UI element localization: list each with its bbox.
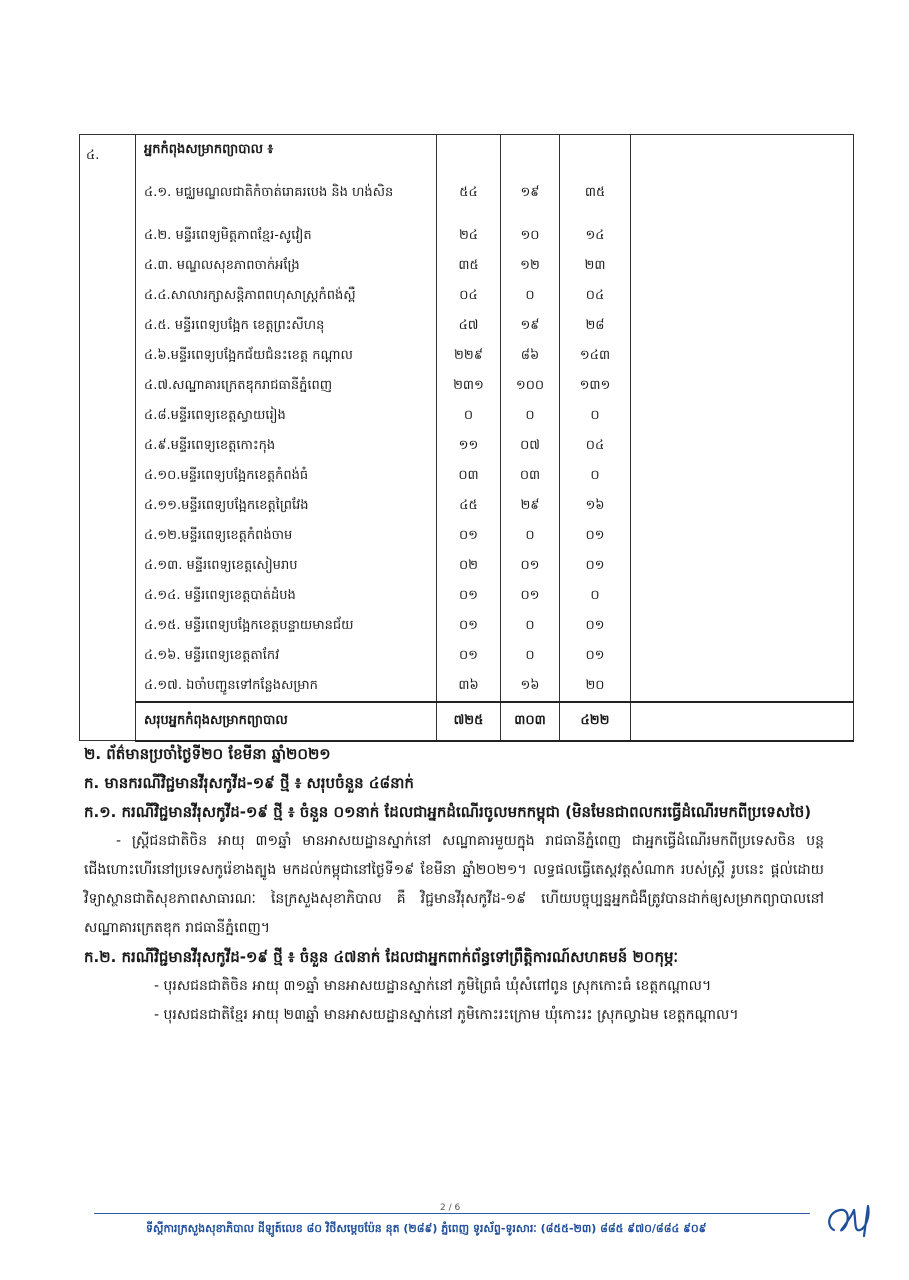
row-male-count: ៨៦ bbox=[501, 341, 560, 371]
row-female-count: ១៣១ bbox=[560, 371, 631, 401]
footer-address: ទីស្តីការក្រសួងសុខាភិបាល ដីឡូត៍លេខ ៨០ វិថីសម្តេចប៉ែន នុត (២៨៩) ភ្នំពេញ ទូរស័ព្ទ-ទូរសារៈ (៨៥៥-២៣) ៨៨៥ ៩៧០/៨៨៤ ៩០៩ bbox=[146, 1222, 707, 1235]
report-body bbox=[84, 740, 824, 1030]
table-row bbox=[80, 641, 854, 671]
row-female-count: ០១ bbox=[560, 551, 631, 581]
row-female-count: ០១ bbox=[560, 521, 631, 551]
row-label: ៤.១១.មន្ទីរពេទ្យបង្អែកខេត្តព្រៃវែង bbox=[136, 491, 437, 521]
section-heading: អ្នកកំពុងសម្រាកព្យាបាល ៖ bbox=[136, 135, 437, 166]
row-total-count: ០១ bbox=[437, 611, 501, 641]
row-female-count: ០ bbox=[560, 401, 631, 431]
row-male-count: ០៧ bbox=[501, 431, 560, 461]
row-total-count: ០១ bbox=[437, 521, 501, 551]
row-male-count: ០ bbox=[501, 641, 560, 671]
table-row bbox=[80, 491, 854, 521]
row-note bbox=[631, 671, 854, 702]
row-label: ៤.១៤. មន្ទីរពេទ្យខេត្តបាត់ដំបង bbox=[136, 581, 437, 611]
row-label: ៤.១៥. មន្ទីរពេទ្យបង្អែកខេត្តបន្ទាយមានជ័យ bbox=[136, 611, 437, 641]
table-row bbox=[80, 251, 854, 281]
row-male-count: ១២ bbox=[501, 251, 560, 281]
row-label: ៤.១៣. មន្ទីរពេទ្យខេត្តសៀមរាប bbox=[136, 551, 437, 581]
row-female-count: ០ bbox=[560, 581, 631, 611]
ka1-heading: ក.១. ករណីវិជ្ជមានវីរុសកូវីដ-១៩ ថ្មី ៖ ចំនួន ០១នាក់ ដែលជាអ្នកដំណើរចូលមកកម្ពុជា (មិនមែនជាពលករធ្វើដំណើរមកពីប្រទេសថៃ) bbox=[84, 803, 812, 821]
total-label: សរុបអ្នកកំពុងសម្រាកព្យាបាល bbox=[136, 702, 437, 741]
total-male-count: ៣០៣ bbox=[501, 702, 560, 741]
row-note bbox=[631, 521, 854, 551]
row-label: ៤.១. មជ្ឈមណ្ឌលជាតិកំចាត់រោគរបេង និង ហង់សិន bbox=[136, 165, 437, 221]
row-note bbox=[631, 221, 854, 251]
row-label: ៤.១៧. ឯចាំបញ្ជូនទៅកន្លែងសម្រាក bbox=[136, 671, 437, 702]
row-note bbox=[631, 461, 854, 491]
row-male-count: ០ bbox=[501, 611, 560, 641]
total-female-count: ៤២២ bbox=[560, 702, 631, 741]
row-male-count: ០១ bbox=[501, 581, 560, 611]
section-heading-row bbox=[80, 135, 854, 166]
row-female-count: ០៤ bbox=[560, 431, 631, 461]
row-female-count: ១៤ bbox=[560, 221, 631, 251]
row-label: ៤.២. មន្ទីរពេទ្យមិត្តភាពខ្មែរ-សូវៀត bbox=[136, 221, 437, 251]
row-total-count: ០២ bbox=[437, 551, 501, 581]
row-label: ៤.១០.មន្ទីរពេទ្យបង្អែកខេត្តកំពង់ធំ bbox=[136, 461, 437, 491]
table-row bbox=[80, 581, 854, 611]
row-female-count: ១៦ bbox=[560, 491, 631, 521]
row-note bbox=[631, 551, 854, 581]
case-bullet-1: - បុរសជនជាតិចិន អាយុ ៣១ឆ្នាំ មានអាសយដ្ឋានស្នាក់នៅ ភូមិព្រៃធំ ឃុំសំពៅពូន ស្រុកកោះធំ ខេត្តកណ្តាល។ bbox=[154, 978, 712, 994]
total-index bbox=[80, 702, 136, 741]
row-note bbox=[631, 611, 854, 641]
ka-heading: ក. មានករណីវិជ្ជមានវីរុសកូវីដ-១៩ ថ្មី ៖ សរុបចំនួន ៤៨នាក់ bbox=[84, 774, 414, 792]
row-note bbox=[631, 311, 854, 341]
row-note bbox=[631, 581, 854, 611]
row-label: ៤.៦.មន្ទីរពេទ្យបង្អែកជ័យជំនះខេត្ត កណ្តាល bbox=[136, 341, 437, 371]
row-label: ៤.៩.មន្ទីរពេទ្យខេត្តកោះកុង bbox=[136, 431, 437, 461]
row-male-count: ០១ bbox=[501, 551, 560, 581]
row-female-count: ០៤ bbox=[560, 281, 631, 311]
row-female-count: ០ bbox=[560, 461, 631, 491]
section-index: ៤. bbox=[80, 135, 136, 703]
section-2-heading: ២. ព័ត៌មានប្រចាំថ្ងៃទី២០ ខែមីនា ឆ្នាំ២០២១ bbox=[84, 745, 331, 763]
row-male-count: ២៩ bbox=[501, 491, 560, 521]
table-row bbox=[80, 461, 854, 491]
row-male-count: ១០ bbox=[501, 221, 560, 251]
row-label: ៤.៤.សាលារក្សាសន្តិភាពពហុសាស្ត្រកំពង់ស្ពឺ bbox=[136, 281, 437, 311]
row-male-count: ១០០ bbox=[501, 371, 560, 401]
row-male-count: ១៩ bbox=[501, 311, 560, 341]
total-row bbox=[80, 702, 854, 741]
table-row bbox=[80, 371, 854, 401]
table-row bbox=[80, 671, 854, 702]
row-label: ៤.៥. មន្ទីរពេទ្យបង្អែក ខេត្តព្រះសីហនុ bbox=[136, 311, 437, 341]
row-note bbox=[631, 401, 854, 431]
table-row bbox=[80, 165, 854, 221]
table-row bbox=[80, 551, 854, 581]
row-total-count: ៣៦ bbox=[437, 671, 501, 702]
row-total-count: ០៣ bbox=[437, 461, 501, 491]
row-note bbox=[631, 431, 854, 461]
ka2-heading: ក.២. ករណីវិជ្ជមានវីរុសកូវីដ-១៩ ថ្មី ៖ ចំនួន ៤៧នាក់ ដែលជាអ្នកពាក់ព័ន្ធទៅព្រឹត្តិការណ៍សហគមន៍ ២០កុម្ភៈ bbox=[84, 948, 679, 966]
table-row bbox=[80, 401, 854, 431]
table-row bbox=[80, 281, 854, 311]
row-male-count: ១៩ bbox=[501, 165, 560, 221]
row-total-count: ០១ bbox=[437, 641, 501, 671]
row-total-count: ៤៧ bbox=[437, 311, 501, 341]
row-label: ៤.៨.មន្ទីរពេទ្យខេត្តស្វាយរៀង bbox=[136, 401, 437, 431]
row-female-count: ២៣ bbox=[560, 251, 631, 281]
table-row bbox=[80, 311, 854, 341]
table-row bbox=[80, 341, 854, 371]
row-male-count: ០ bbox=[501, 521, 560, 551]
signature-icon bbox=[820, 1196, 878, 1244]
table-row bbox=[80, 521, 854, 551]
row-female-count: ២០ bbox=[560, 671, 631, 702]
row-label: ៤.៧.សណ្ឋាគារក្រេតឌុករាជធានីភ្នំពេញ bbox=[136, 371, 437, 401]
row-male-count: ០ bbox=[501, 401, 560, 431]
row-total-count: ៥៤ bbox=[437, 165, 501, 221]
row-label: ៤.១៦. មន្ទីរពេទ្យខេត្តតាកែវ bbox=[136, 641, 437, 671]
footer-divider bbox=[94, 1213, 810, 1214]
row-female-count: ២៨ bbox=[560, 311, 631, 341]
row-female-count: ០១ bbox=[560, 641, 631, 671]
row-female-count: ៣៥ bbox=[560, 165, 631, 221]
row-total-count: ០៤ bbox=[437, 281, 501, 311]
row-note bbox=[631, 371, 854, 401]
row-total-count: ២២៩ bbox=[437, 341, 501, 371]
table-row bbox=[80, 611, 854, 641]
row-label: ៤.៣. មណ្ឌលសុខភាពចាក់អង្រែ bbox=[136, 251, 437, 281]
row-male-count: ០៣ bbox=[501, 461, 560, 491]
row-note bbox=[631, 491, 854, 521]
row-total-count: ១១ bbox=[437, 431, 501, 461]
row-total-count: ២៣១ bbox=[437, 371, 501, 401]
row-note bbox=[631, 251, 854, 281]
ka1-paragraph: - ស្ត្រីជនជាតិចិន អាយុ ៣១ឆ្នាំ មានអាសយដ្ឋានស្នាក់នៅ សណ្ឋាគារមួយក្នុង រាជធានីភ្នំពេញ ជាអ្នកធ្វើដំណើរមកពីប្រទេសចិន បន្តជើងហោះហើរនៅប្រទេសកូរ៉េខាងត្បូង មកដល់កម្ពុជានៅថ្ងៃទី១៩ ខែមីនា ឆ្នាំ២០២១។ លទ្ធផលធ្វើតេស្តវត្តសំណាក របស់ស្ត្រី រូបនេះ ផ្តល់ដោយវិទ្យាស្ថានជាតិសុខភាពសាធារណៈ នៃក្រសួងសុខាភិបាល គឺ វិជ្ជមានវីរុសកូវីដ-១៩ ហើយបច្ចុប្បន្នអ្នកជំងឺត្រូវបានដាក់ឲ្យសម្រាកព្យាបាលនៅ សណ្ឋាគារក្រេតឌុក រាជធានីភ្នំពេញ។ bbox=[84, 833, 824, 936]
page-number: 2 / 6 bbox=[440, 1203, 461, 1213]
total-note bbox=[631, 702, 854, 741]
total-count: ៧២៥ bbox=[437, 702, 501, 741]
row-male-count: ១៦ bbox=[501, 671, 560, 702]
case-bullet-2: - បុរសជនជាតិខ្មែរ អាយុ ២៣ឆ្នាំ មានអាសយដ្ឋានស្នាក់នៅ ភូមិកោះរះក្រោម ឃុំកោះរះ ស្រុកល្វាឯម ខេត្តកណ្តាល។ bbox=[154, 1007, 739, 1023]
row-note bbox=[631, 341, 854, 371]
row-total-count: ០១ bbox=[437, 581, 501, 611]
row-total-count: ៤៥ bbox=[437, 491, 501, 521]
row-label: ៤.១២.មន្ទីរពេទ្យខេត្តកំពង់ចាម bbox=[136, 521, 437, 551]
row-total-count: ៣៥ bbox=[437, 251, 501, 281]
table-row bbox=[80, 431, 854, 461]
treatment-table bbox=[79, 134, 854, 742]
row-total-count: ០ bbox=[437, 401, 501, 431]
row-note bbox=[631, 281, 854, 311]
row-note bbox=[631, 165, 854, 221]
table-row bbox=[80, 221, 854, 251]
row-male-count: ០ bbox=[501, 281, 560, 311]
row-total-count: ២៤ bbox=[437, 221, 501, 251]
row-female-count: ០១ bbox=[560, 611, 631, 641]
row-female-count: ១៤៣ bbox=[560, 341, 631, 371]
row-note bbox=[631, 641, 854, 671]
